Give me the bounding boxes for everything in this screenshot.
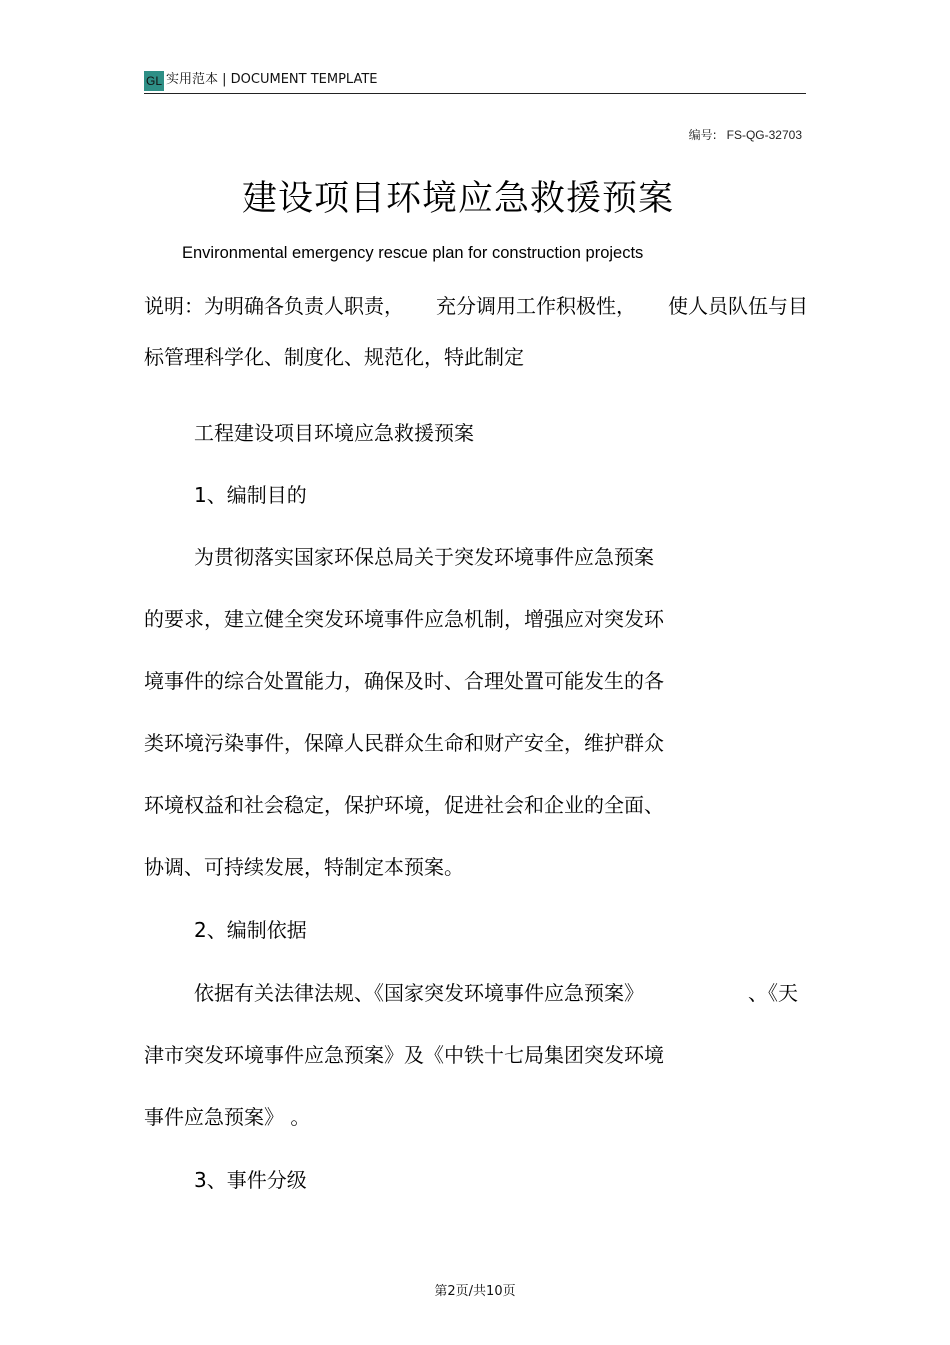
document-subtitle: Environmental emergency rescue plan for construction projects: [182, 244, 644, 262]
note-line: 标管理科学化、制度化、规范化，特此制定: [144, 345, 524, 369]
header-text: 实用范本 | DOCUMENT TEMPLATE: [166, 72, 378, 87]
document-number: [689, 126, 802, 143]
paragraph-line-tail: 、《天: [748, 981, 798, 1005]
heading-basis: 2、编制依据: [194, 918, 307, 942]
note-line: [144, 290, 808, 319]
document-number-label: 编号:: [688, 128, 717, 142]
page-footer: 第2页/共10页: [434, 1284, 516, 1299]
paragraph-line: 境事件的综合处置能力，确保及时、合理处置可能发生的各: [144, 669, 664, 693]
section-title: 工程建设项目环境应急救援预案: [194, 421, 474, 445]
paragraph-line: 事件应急预案》 。: [144, 1105, 311, 1129]
note-segment: 使人员队伍与目: [668, 294, 808, 318]
document-number-value: FS-QG-32703: [726, 128, 802, 142]
paragraph-line: 为贯彻落实国家环保总局关于突发环境事件应急预案: [194, 545, 654, 569]
note-segment: 充分调用工作积极性，: [436, 294, 636, 318]
heading-classification: 3、事件分级: [194, 1168, 307, 1192]
paragraph-line: 类环境污染事件，保障人民群众生命和财产安全，维护群众: [144, 731, 664, 755]
paragraph-line: 协调、可持续发展，特制定本预案。: [144, 855, 464, 879]
note-segment: 说明：为明确各负责人职责，: [144, 294, 404, 318]
paragraph-line: 的要求，建立健全突发环境事件应急机制，增强应对突发环: [144, 607, 664, 631]
paragraph-line: 环境权益和社会稳定，保护环境，促进社会和企业的全面、: [144, 793, 664, 817]
document-title: 建设项目环境应急救援预案: [241, 179, 674, 219]
paragraph-line: 依据有关法律法规、《国家突发环境事件应急预案》: [194, 981, 644, 1005]
header-rule: [144, 93, 806, 94]
template-badge: GL: [144, 71, 164, 91]
heading-purpose: 1、编制目的: [194, 483, 307, 507]
paragraph-line: 津市突发环境事件应急预案》及《中铁十七局集团突发环境: [144, 1043, 664, 1067]
